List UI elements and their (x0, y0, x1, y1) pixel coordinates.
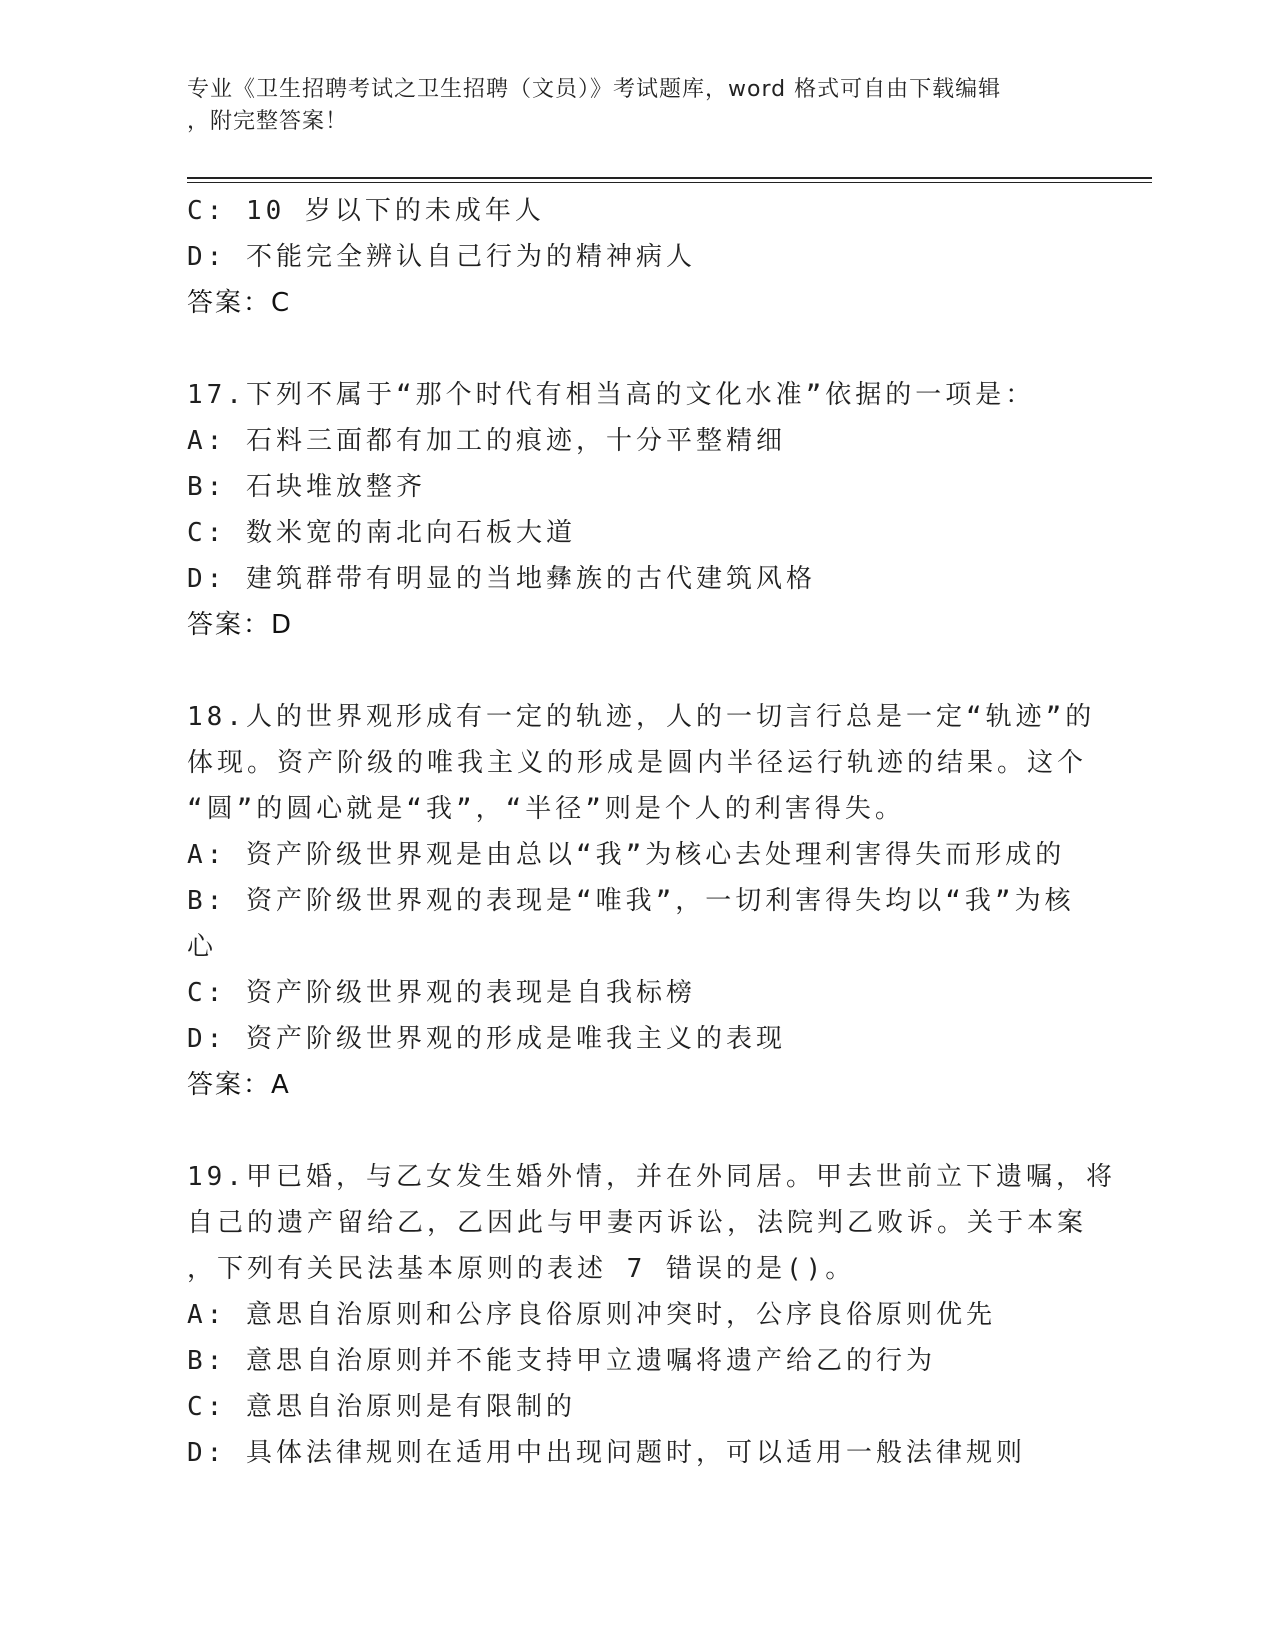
q17-option-a: A: 石料三面都有加工的痕迹，十分平整精细 (187, 426, 786, 456)
document-header (187, 74, 1067, 138)
header-divider (187, 177, 1152, 183)
q17-stem: 17.下列不属于“那个时代有相当高的文化水准”依据的一项是： (187, 380, 1036, 410)
q18-option-b-line-1: B: 资产阶级世界观的表现是“唯我”，一切利害得失均以“我”为核 (187, 886, 1075, 916)
q17-option-b: B: 石块堆放整齐 (187, 472, 426, 502)
document-body (187, 188, 1116, 1476)
spacer (187, 1108, 1087, 1154)
q18-option-d: D: 资产阶级世界观的形成是唯我主义的表现 (187, 1024, 786, 1054)
q17-answer: 答案：D (187, 610, 294, 640)
q19-stem-line-2: 自己的遗产留给乙，乙因此与甲妻丙诉讼，法院判乙败诉。关于本案 (187, 1208, 1088, 1238)
q19-option-d: D: 具体法律规则在适用中出现问题时，可以适用一般法律规则 (187, 1438, 1026, 1468)
q19-option-b: B: 意思自治原则并不能支持甲立遗嘱将遗产给乙的行为 (187, 1346, 936, 1376)
q18-stem-line-1: 18.人的世界观形成有一定的轨迹，人的一切言行总是一定“轨迹”的 (187, 702, 1096, 732)
q19-option-a: A: 意思自治原则和公序良俗原则冲突时，公序良俗原则优先 (187, 1300, 996, 1330)
q18-option-c: C: 资产阶级世界观的表现是自我标榜 (187, 978, 696, 1008)
q19-stem-line-1: 19.甲已婚，与乙女发生婚外情，并在外同居。甲去世前立下遗嘱，将 (187, 1162, 1116, 1192)
q18-option-b-line-2: 心 (187, 932, 218, 962)
q18-stem-line-3: “圆”的圆心就是“我”，“半径”则是个人的利害得失。 (187, 794, 905, 824)
q16-answer: 答案：C (187, 288, 292, 318)
header-title-line-2: ，附完整答案！ (187, 109, 349, 134)
q16-option-d: D: 不能完全辨认自己行为的精神病人 (187, 242, 696, 272)
header-title-line-1: 专业《卫生招聘考试之卫生招聘（文员）》考试题库，word 格式可自由下载编辑 (187, 77, 1002, 102)
spacer (187, 326, 1087, 372)
q19-option-c: C: 意思自治原则是有限制的 (187, 1392, 576, 1422)
spacer (187, 648, 1087, 694)
q19-stem-line-3: ，下列有关民法基本原则的表述 7 错误的是()。 (187, 1254, 856, 1284)
q17-option-c: C: 数米宽的南北向石板大道 (187, 518, 576, 548)
q18-option-a: A: 资产阶级世界观是由总以“我”为核心去处理利害得失而形成的 (187, 840, 1066, 870)
q17-option-d: D: 建筑群带有明显的当地彝族的古代建筑风格 (187, 564, 816, 594)
q18-stem-line-2: 体现。资产阶级的唯我主义的形成是圆内半径运行轨迹的结果。这个 (187, 748, 1088, 778)
q16-option-c: C: 10 岁以下的未成年人 (187, 196, 545, 226)
q18-answer: 答案：A (187, 1070, 291, 1100)
